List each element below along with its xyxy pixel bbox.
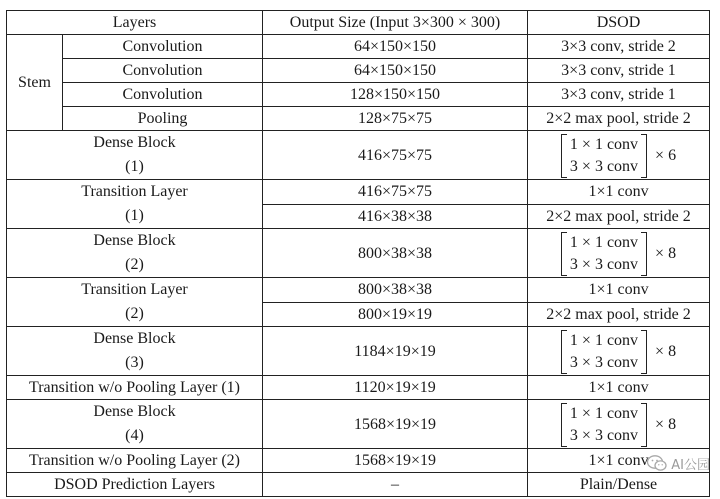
output-size: 800×38×38 [263, 278, 528, 303]
repeat-count: × 8 [655, 343, 677, 360]
matrix-op: 1 × 1 conv [569, 404, 639, 422]
bracket-matrix [561, 403, 647, 447]
repeat-count: × 8 [655, 245, 677, 262]
table-row [7, 327, 710, 376]
output-size: 128×75×75 [263, 107, 528, 131]
layer-name: Transition Layer [81, 183, 188, 200]
layer-name: Dense Block [93, 232, 176, 249]
transition-1-label [7, 180, 263, 229]
layer-index: (1) [125, 158, 144, 175]
transition-2-label [7, 278, 263, 327]
architecture-table [6, 10, 710, 497]
header-row [7, 11, 710, 35]
table-row [7, 59, 710, 83]
layer-index: (1) [125, 207, 144, 224]
output-size: 1568×19×19 [263, 449, 528, 473]
layer-name: Dense Block [93, 403, 176, 420]
layer-name: Transition Layer [81, 281, 188, 298]
layer-name: Transition w/o Pooling Layer (2) [7, 449, 263, 473]
output-size: 416×75×75 [263, 180, 528, 205]
operation: 3×3 conv, stride 1 [528, 83, 710, 107]
matrix-op: 3 × 3 conv [569, 353, 639, 371]
layer-name: DSOD Prediction Layers [7, 473, 263, 497]
repeat-count: × 8 [655, 416, 677, 433]
repeat-count: × 6 [655, 147, 677, 164]
watermark [647, 454, 710, 473]
operation-matrix [528, 400, 710, 449]
operation-matrix [528, 327, 710, 376]
output-size: 64×150×150 [263, 59, 528, 83]
operation: Plain/Dense [528, 473, 710, 497]
header-output-size: Output Size (Input 3×300 × 300) [263, 11, 528, 35]
operation: 1×1 conv [528, 278, 710, 303]
matrix-op: 1 × 1 conv [569, 233, 639, 251]
layer-name: Dense Block [93, 330, 176, 347]
output-size: 416×75×75 [263, 131, 528, 180]
matrix-op: 1 × 1 conv [569, 135, 639, 153]
header-layers: Layers [7, 11, 263, 35]
layer-index: (2) [125, 305, 144, 322]
bracket-matrix [561, 330, 647, 374]
output-size: 800×38×38 [263, 229, 528, 278]
layer-name: Transition w/o Pooling Layer (1) [7, 376, 263, 400]
table-row [7, 473, 710, 497]
table-row [7, 400, 710, 449]
output-size: 1568×19×19 [263, 400, 528, 449]
layer-name: Dense Block [93, 134, 176, 151]
table-row [7, 229, 710, 278]
matrix-op: 3 × 3 conv [569, 255, 639, 273]
wechat-icon [647, 455, 667, 472]
table-row [7, 131, 710, 180]
table-row [7, 35, 710, 59]
table-row [7, 180, 710, 205]
output-size: 416×38×38 [263, 204, 528, 229]
layer-name: Convolution [63, 83, 263, 107]
dense-block-1-label [7, 131, 263, 180]
layer-name: Convolution [63, 35, 263, 59]
table-row [7, 278, 710, 303]
table-row [7, 376, 710, 400]
layer-index: (4) [125, 427, 144, 444]
operation: 1×1 conv [528, 180, 710, 205]
operation: 1×1 conv [528, 376, 710, 400]
layer-name: Convolution [63, 59, 263, 83]
matrix-op: 3 × 3 conv [569, 426, 639, 444]
layer-index: (2) [125, 256, 144, 273]
layer-name: Pooling [63, 107, 263, 131]
operation: 2×2 max pool, stride 2 [528, 204, 710, 229]
layer-index: (3) [125, 354, 144, 371]
dense-block-4-label [7, 400, 263, 449]
matrix-op: 1 × 1 conv [569, 331, 639, 349]
output-size: 128×150×150 [263, 83, 528, 107]
output-size: 64×150×150 [263, 35, 528, 59]
stem-label: Stem [7, 35, 63, 131]
operation: 2×2 max pool, stride 2 [528, 107, 710, 131]
bracket-matrix [561, 134, 647, 178]
table-row [7, 107, 710, 131]
table-row [7, 449, 710, 473]
operation: 3×3 conv, stride 1 [528, 59, 710, 83]
header-dsod: DSOD [528, 11, 710, 35]
bracket-matrix [561, 232, 647, 276]
output-size: 1120×19×19 [263, 376, 528, 400]
output-size: 800×19×19 [263, 302, 528, 327]
dense-block-2-label [7, 229, 263, 278]
operation: 3×3 conv, stride 2 [528, 35, 710, 59]
operation-matrix [528, 229, 710, 278]
matrix-op: 3 × 3 conv [569, 157, 639, 175]
table-row [7, 83, 710, 107]
output-size: 1184×19×19 [263, 327, 528, 376]
watermark-text: AI公园 [671, 458, 710, 473]
dense-block-3-label [7, 327, 263, 376]
operation: 2×2 max pool, stride 2 [528, 302, 710, 327]
operation-matrix [528, 131, 710, 180]
output-size: – [263, 473, 528, 497]
operation: 1×1 conv [528, 449, 710, 473]
